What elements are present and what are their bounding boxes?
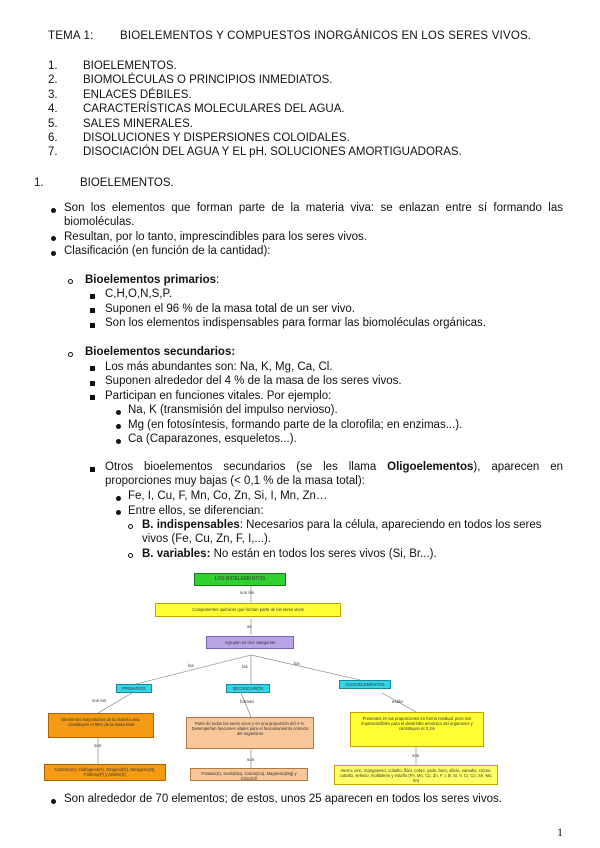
bullet-square	[90, 366, 95, 371]
concept-map	[36, 567, 560, 792]
map-cat-secundarios: SECUNDARIOS	[226, 684, 270, 693]
section-heading: 1. BIOELEMENTOS.	[34, 177, 174, 189]
bullet-square	[90, 381, 95, 386]
bullet-dot	[51, 799, 56, 804]
bullet-text: Suponen el 96 % de la masa total de un ser vivo.	[105, 303, 355, 315]
bullet-square	[90, 308, 95, 313]
bullet-dot	[116, 510, 121, 515]
map-cat-primarios: PRIMARIOS	[116, 684, 152, 693]
bullet-text: B. indispensables: Necesarios para la célula, apareciendo en todos los seres vivos (Fe, Cu, Zn, F, I,...).	[142, 519, 542, 546]
concept-map-connectors	[36, 567, 560, 792]
map-group: Agrupan en tres categorías	[206, 636, 294, 649]
bullet-text: Son los elementos indispensables para formar las biomoléculas orgánicas.	[105, 317, 486, 329]
bullet-text: Resultan, por lo tanto, imprescindibles para los seres vivos.	[64, 231, 367, 243]
bullet-circle	[128, 524, 133, 529]
bullet-square	[90, 294, 95, 299]
bullet-text: Entre ellos, se diferencian:	[128, 505, 264, 517]
bullet-dot	[51, 236, 56, 241]
map-link: están	[392, 699, 404, 704]
list-item: 2. BIOMOLÉCULAS O PRINCIPIOS INMEDIATOS.	[48, 74, 333, 87]
list-item: 3. ENLACES DÉBILES.	[48, 88, 192, 101]
map-link: son los	[92, 698, 107, 703]
bullet-dot	[116, 410, 121, 415]
map-root: LOS BIOELEMENTOS	[194, 573, 286, 586]
bullet-text: Otros bioelementos secundarios (se les llama Oligoelementos), aparecen en proporciones muy bajas (< 0,1 % de la masa total):	[105, 461, 563, 488]
map-link: los	[188, 663, 194, 668]
bullet-text: Clasificación (en función de la cantidad):	[64, 245, 271, 257]
map-ex-primarios: Carbono(C), Hidrógeno(H), Oxígeno(O), Nitrógeno(N), Fósforo(P) y Azufre(S)	[44, 764, 166, 781]
list-item: 7. DISOCIACIÓN DEL AGUA Y EL pH. SOLUCIONES AMORTIGUADORAS.	[48, 146, 462, 159]
bullet-square	[90, 395, 95, 400]
map-link: son	[412, 753, 420, 758]
page-number: 1	[557, 825, 563, 839]
list-item: 6. DISOLUCIONES Y DISPERSIONES COLOIDALES.	[48, 131, 350, 144]
map-cat-oligo: OLIGOELEMENTOS	[339, 680, 391, 689]
bullet-text: Fe, I, Cu, F, Mn, Co, Zn, Si, I, Mn, Zn…	[128, 490, 328, 502]
map-link: forman	[240, 699, 255, 704]
map-link: son los	[240, 590, 255, 595]
bullet-dot	[116, 424, 121, 429]
bullet-text: Son los elementos que forman parte de la materia viva: se enlazan entre sí formando las biomoléculas.	[64, 202, 563, 229]
map-definition: Componentes químicos que forman parte de los seres vivos	[155, 603, 341, 617]
map-link: los	[242, 664, 248, 669]
map-desc-oligo: Presentes en las proporciones en forma residual, pero son imprescindibles para el desarrollo armónico del organismo y constituyen el 0,1%	[350, 712, 484, 747]
map-link: los	[294, 661, 300, 666]
map-ex-secundarios: Potasio(K), Sodio(Na), Calcio(Ca), Magnesio(Mg) y Cloro(Cl)	[190, 768, 308, 781]
bullet-text: Suponen alrededor del 4 % de la masa de los seres vivos.	[105, 375, 402, 387]
bullet-square	[90, 323, 95, 328]
subheading-secundarios: Bioelementos secundarios:	[85, 346, 236, 358]
topic-label: TEMA 1:	[48, 30, 94, 42]
bullet-dot	[51, 251, 56, 256]
topic-title: BIOELEMENTOS Y COMPUESTOS INORGÁNICOS EN LOS SERES VIVOS.	[120, 30, 532, 42]
page-title	[48, 30, 531, 42]
map-link: se	[247, 624, 252, 629]
list-item: 5. SALES MINERALES.	[48, 117, 193, 130]
bullet-circle	[68, 352, 73, 357]
bullet-dot	[116, 496, 121, 501]
subheading-primarios: Bioelementos primarios:	[85, 274, 220, 286]
bullet-text: Los más abundantes son: Na, K, Mg, Ca, Cl.	[105, 361, 333, 373]
map-ex-oligo: Hierro, cinc, manganeso, cobalto, flúor, cobre, yodo, boro, silicio, vanadio, cromo, cobalto, selenio, molibdeno y estaño (Fe, Mn, Cu, Zn, F, I, B, Si, V, Cr, Co, Se, Mo, Sn)	[334, 765, 498, 785]
map-desc-secundarios: Parte de todos los seres vivos y en una proporción del 4 %. Desempeñan funciones vitales para el funcionamiento correcto del organismo	[186, 717, 314, 749]
map-link: son	[94, 743, 102, 748]
table-of-contents	[48, 59, 462, 160]
list-item: 4. CARACTERÍSTICAS MOLECULARES DEL AGUA.	[48, 103, 345, 116]
map-link: son	[247, 757, 255, 762]
bullet-text: Participan en funciones vitales. Por ejemplo:	[105, 390, 332, 402]
bullet-text: Ca (Caparazones, esqueletos...).	[128, 433, 297, 445]
bullet-circle	[68, 279, 73, 284]
bullet-circle	[128, 553, 133, 558]
bullet-text: Na, K (transmisión del impulso nervioso).	[128, 404, 338, 416]
list-item: 1. BIOELEMENTOS.	[48, 60, 177, 72]
bullet-text: C,H,O,N,S,P.	[105, 288, 172, 300]
bullet-text: Mg (en fotosíntesis, formando parte de la clorofila; en enzimas...).	[128, 419, 463, 431]
bullet-dot	[116, 439, 121, 444]
bullet-dot	[51, 208, 56, 213]
bullet-square	[90, 467, 95, 472]
bullet-text: Son alrededor de 70 elementos; de estos, unos 25 aparecen en todos los seres vivos.	[64, 793, 502, 805]
bullet-text: B. variables: No están en todos los seres vivos (Si, Br...).	[142, 548, 437, 560]
map-desc-primarios: Elementos mayoritarios de la materia viva, constituyen el 96% de la masa total	[48, 713, 154, 738]
